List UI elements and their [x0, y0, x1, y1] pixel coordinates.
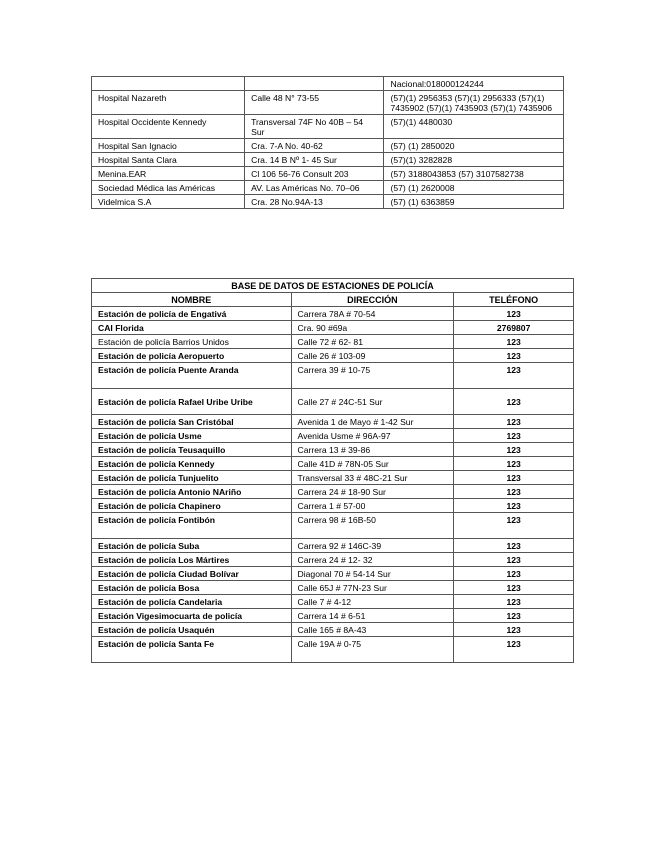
hospital-phone: (57) (1) 2850020 [384, 139, 564, 153]
station-address: Carrera 13 # 39-86 [291, 443, 454, 457]
table-row [92, 485, 574, 499]
station-name: Estación de policía Aeropuerto [92, 349, 292, 363]
station-name: Estación de policía Barrios Unidos [92, 335, 292, 349]
hospital-phone: (57) (1) 2620008 [384, 181, 564, 195]
table-row [92, 637, 574, 663]
station-phone: 123 [454, 415, 574, 429]
empty-cell [245, 77, 384, 91]
hospital-name: Videlmica S.A [92, 195, 245, 209]
station-name: Estación de policía Los Mártires [92, 553, 292, 567]
national-phone: Nacional:018000124244 [384, 77, 564, 91]
table-row [92, 429, 574, 443]
hospital-address: Cra. 7-A No. 40-62 [245, 139, 384, 153]
station-address: Calle 72 # 62- 81 [291, 335, 454, 349]
station-address: Carrera 24 # 12- 32 [291, 553, 454, 567]
table-row [92, 139, 564, 153]
station-address: Carrera 39 # 10-75 [291, 363, 454, 389]
station-address: Carrera 98 # 16B-50 [291, 513, 454, 539]
table-row [92, 443, 574, 457]
empty-cell [92, 77, 245, 91]
station-phone: 123 [454, 553, 574, 567]
station-address: Cra. 90 #69a [291, 321, 454, 335]
table-row [92, 335, 574, 349]
station-address: Calle 19A # 0-75 [291, 637, 454, 663]
hospital-name: Hospital San Ignacio [92, 139, 245, 153]
station-address: Avenida Usme # 96A-97 [291, 429, 454, 443]
hospital-phone: (57)(1) 4480030 [384, 115, 564, 139]
station-phone: 123 [454, 513, 574, 539]
station-address: Calle 165 # 8A-43 [291, 623, 454, 637]
station-phone: 123 [454, 443, 574, 457]
hospital-name: Menina.EAR [92, 167, 245, 181]
hospital-address: Transversal 74F No 40B – 54 Sur [245, 115, 384, 139]
station-phone: 123 [454, 471, 574, 485]
hospital-phone: (57) (1) 6363859 [384, 195, 564, 209]
station-phone: 123 [454, 499, 574, 513]
station-phone: 123 [454, 567, 574, 581]
station-name: Estación de policía Fontibón [92, 513, 292, 539]
station-phone: 123 [454, 335, 574, 349]
station-phone: 123 [454, 429, 574, 443]
table-row [92, 91, 564, 115]
station-name: Estación de policía Santa Fe [92, 637, 292, 663]
table-row [92, 553, 574, 567]
station-address: Carrera 78A # 70-54 [291, 307, 454, 321]
hospital-address: Calle 48 N° 73-55 [245, 91, 384, 115]
hospital-address: Cra. 28 No.94A-13 [245, 195, 384, 209]
station-phone: 123 [454, 581, 574, 595]
station-phone: 123 [454, 609, 574, 623]
station-address: Calle 26 # 103-09 [291, 349, 454, 363]
station-name: Estación de policía San Cristóbal [92, 415, 292, 429]
table-row [92, 539, 574, 553]
station-name: Estación de policía Usme [92, 429, 292, 443]
station-phone: 2769807 [454, 321, 574, 335]
column-header-address: DIRECCIÓN [291, 293, 454, 307]
hospital-phone: (57)(1) 2956353 (57)(1) 2956333 (57)(1) 7435902 (57)(1) 7435903 (57)(1) 7435906 [384, 91, 564, 115]
station-address: Transversal 33 # 48C-21 Sur [291, 471, 454, 485]
station-address: Carrera 92 # 146C-39 [291, 539, 454, 553]
table-row [92, 499, 574, 513]
station-name: Estación de policía Tunjuelito [92, 471, 292, 485]
hospital-name: Hospital Nazareth [92, 91, 245, 115]
hospital-name: Sociedad Médica las Américas [92, 181, 245, 195]
column-header-phone: TELÉFONO [454, 293, 574, 307]
table-row [92, 195, 564, 209]
hospitals-table [91, 76, 564, 209]
table-row [92, 415, 574, 429]
station-phone: 123 [454, 307, 574, 321]
station-name: Estación de policía Chapinero [92, 499, 292, 513]
station-phone: 123 [454, 363, 574, 389]
station-phone: 123 [454, 389, 574, 415]
table-row [92, 389, 574, 415]
station-name: Estación de policía Ciudad Bolívar [92, 567, 292, 581]
station-address: Carrera 1 # 57-00 [291, 499, 454, 513]
table-row [92, 77, 564, 91]
table-row [92, 595, 574, 609]
table-row [92, 513, 574, 539]
table-row [92, 581, 574, 595]
hospital-address: Cl 106 56-76 Consult 203 [245, 167, 384, 181]
station-phone: 123 [454, 623, 574, 637]
table-row [92, 115, 564, 139]
table-title-row [92, 279, 574, 293]
table-row [92, 349, 574, 363]
hospital-address: AV. Las Américas No. 70–06 [245, 181, 384, 195]
station-address: Calle 65J # 77N-23 Sur [291, 581, 454, 595]
hospital-phone: (57)(1) 3282828 [384, 153, 564, 167]
station-name: Estación de policía Rafael Uribe Uribe [92, 389, 292, 415]
table-row [92, 153, 564, 167]
station-phone: 123 [454, 349, 574, 363]
table-row [92, 609, 574, 623]
table-row [92, 623, 574, 637]
station-name: Estación de policía Suba [92, 539, 292, 553]
station-name: Estación de policía Bosa [92, 581, 292, 595]
station-phone: 123 [454, 595, 574, 609]
table-row [92, 363, 574, 389]
table-row [92, 307, 574, 321]
station-name: Estación de policía Candelaria [92, 595, 292, 609]
hospital-name: Hospital Santa Clara [92, 153, 245, 167]
station-phone: 123 [454, 457, 574, 471]
hospital-address: Cra. 14 B Nº 1- 45 Sur [245, 153, 384, 167]
station-phone: 123 [454, 539, 574, 553]
station-name: Estación de policía de Engativá [92, 307, 292, 321]
station-name: Estación de policía Teusaquillo [92, 443, 292, 457]
table-header-row [92, 293, 574, 307]
table-row [92, 471, 574, 485]
station-name: Estación de policía Usaquén [92, 623, 292, 637]
station-phone: 123 [454, 485, 574, 499]
station-phone: 123 [454, 637, 574, 663]
table-row [92, 167, 564, 181]
table-row [92, 457, 574, 471]
station-address: Avenida 1 de Mayo # 1-42 Sur [291, 415, 454, 429]
table-row [92, 567, 574, 581]
station-name: Estación de policía Antonio NAriño [92, 485, 292, 499]
station-name: Estación de policía Puente Aranda [92, 363, 292, 389]
table-row [92, 321, 574, 335]
station-address: Calle 27 # 24C-51 Sur [291, 389, 454, 415]
station-address: Diagonal 70 # 54-14 Sur [291, 567, 454, 581]
police-table-title: BASE DE DATOS DE ESTACIONES DE POLICÍA [92, 279, 574, 293]
hospital-name: Hospital Occidente Kennedy [92, 115, 245, 139]
police-stations-table [91, 278, 574, 663]
table-row [92, 181, 564, 195]
station-address: Carrera 24 # 18-90 Sur [291, 485, 454, 499]
station-name: Estación Vigesimocuarta de policía [92, 609, 292, 623]
station-address: Calle 7 # 4-12 [291, 595, 454, 609]
station-address: Calle 41D # 78N-05 Sur [291, 457, 454, 471]
station-name: Estación de policía Kennedy [92, 457, 292, 471]
hospital-phone: (57) 3188043853 (57) 3107582738 [384, 167, 564, 181]
station-address: Carrera 14 # 6-51 [291, 609, 454, 623]
station-name: CAI Florida [92, 321, 292, 335]
column-header-name: NOMBRE [92, 293, 292, 307]
